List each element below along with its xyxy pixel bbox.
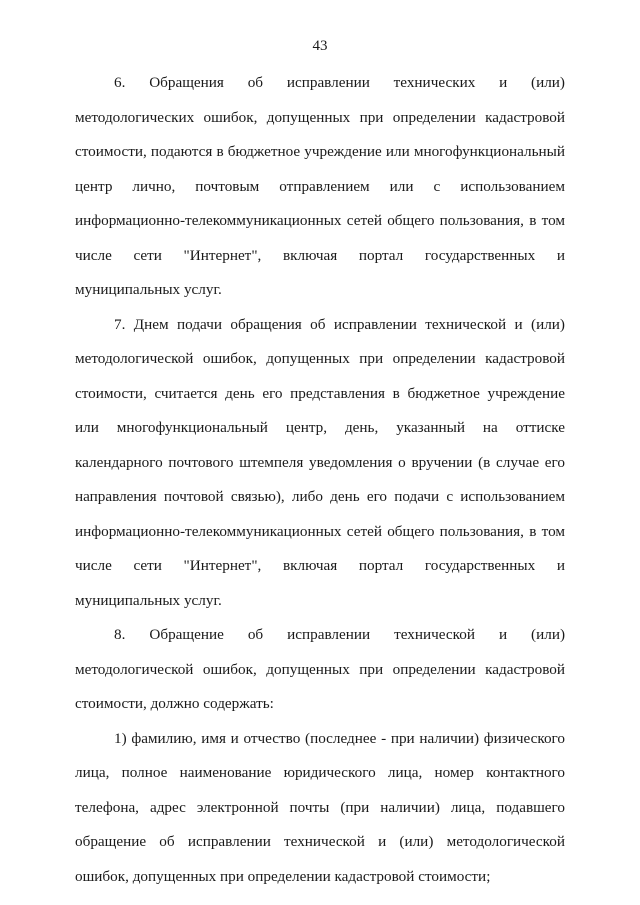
paragraph-6: 6. Обращения об исправлении технических и (или) методологических ошибок, допущенных при определении кадастровой стоимости, подаются в бюджетное учреждение или многофункциональный центр лично, почтовым отправлением или с использованием информационно-телекоммуникационных сетей общего пользования, в том числе сети "Интернет", включая портал государственных и муниципальных услуг. [75, 74, 565, 298]
paragraph-8: 8. Обращение об исправлении технической и (или) методологической ошибок, допущенных при определении кадастровой стоимости, должно содержать: [75, 626, 565, 712]
paragraph-7: 7. Днем подачи обращения об исправлении технической и (или) методологической ошибок, допущенных при определении кадастровой стоимости, считается день его представления в бюджетное учреждение или многофункциональный центр, день, указанный на оттиске календарного почтового штемпеля уведомления о вручении (в случае его направления почтовой связью), либо день его подачи с использованием информационно-телекоммуникационных сетей общего пользования, в том числе сети "Интернет", включая портал государственных и муниципальных услуг. [75, 315, 565, 609]
list-item-1: 1) фамилию, имя и отчество (последнее - при наличии) физического лица, полное наименование юридического лица, номер контактного телефона, адрес электронной почты (при наличии) лица, подавшего обращение об исправлении технической и (или) методологической ошибок, допущенных при определении кадастровой стоимости; [75, 729, 565, 885]
page-number: 43 [312, 38, 328, 54]
document-body [75, 66, 565, 894]
